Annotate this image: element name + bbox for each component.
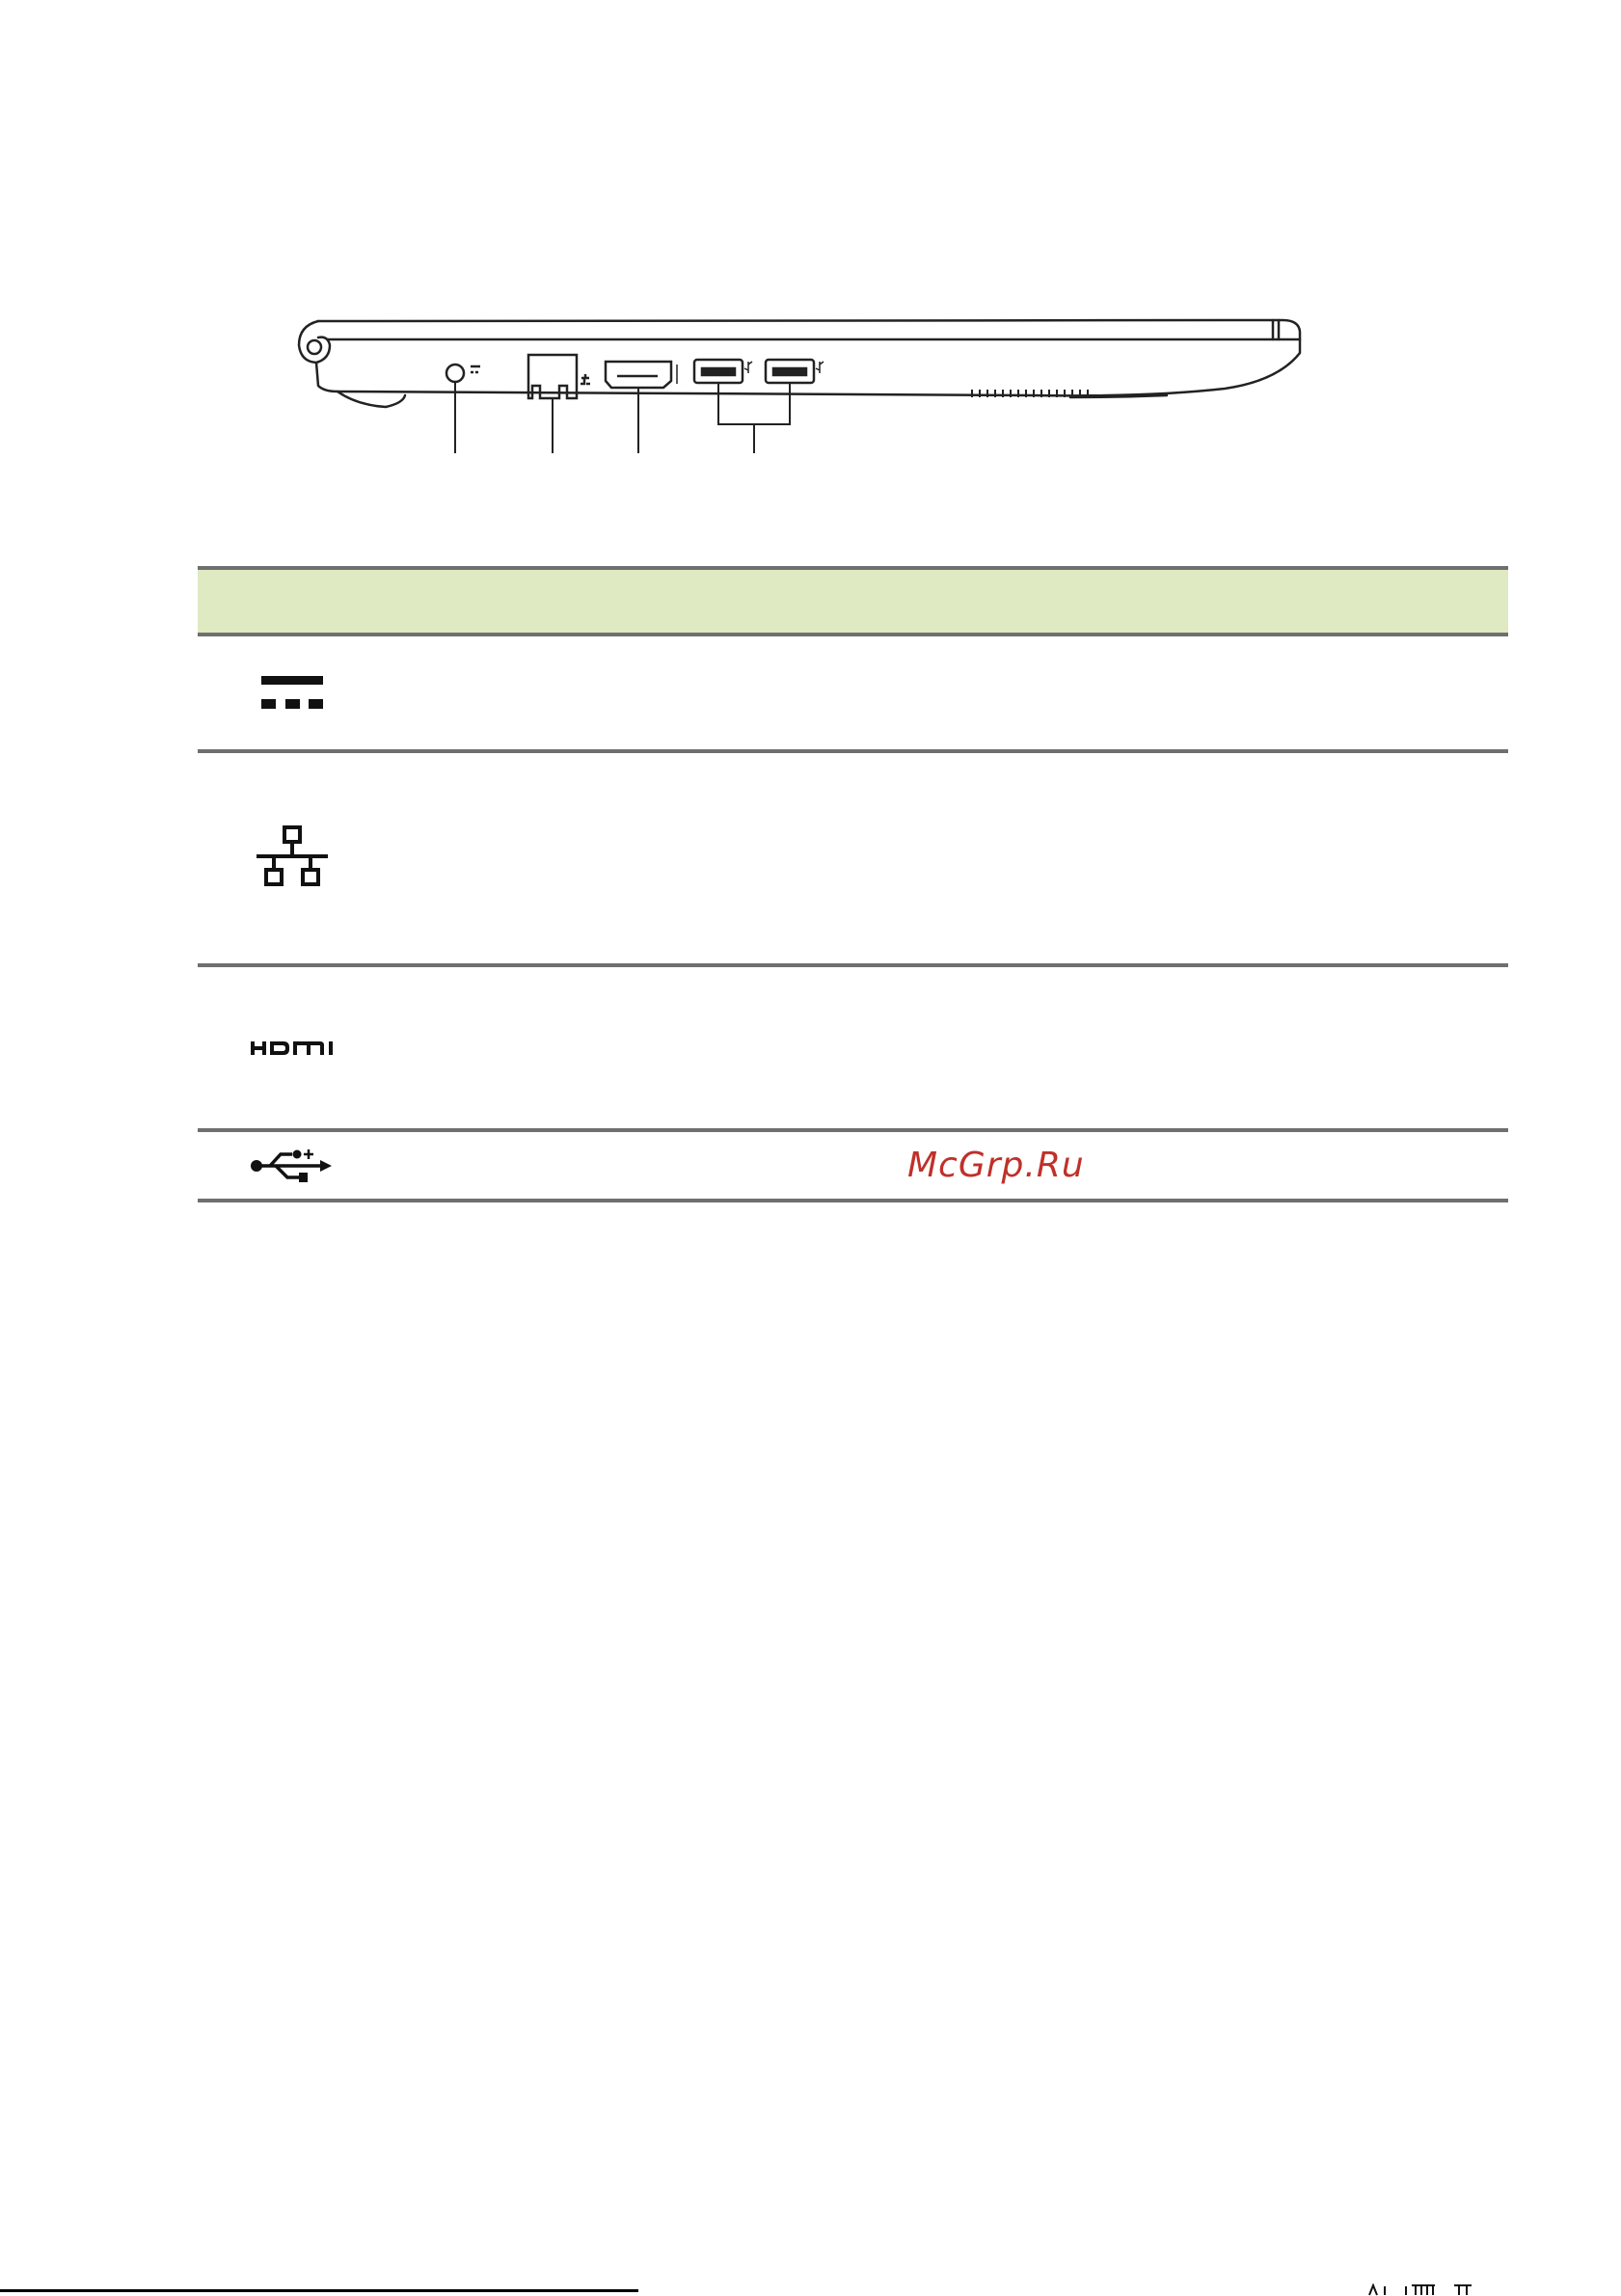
usb-port-2 — [766, 360, 824, 383]
header-description-column — [386, 568, 1508, 635]
dc-in-jack — [446, 365, 480, 382]
hdmi-icon — [249, 1038, 336, 1059]
usb-icon — [249, 1147, 336, 1185]
dc-power-icon — [258, 674, 326, 713]
footer-mark — [1367, 2283, 1473, 2296]
footer-rule — [0, 2289, 638, 2292]
row-description — [386, 965, 1508, 1130]
watermark-text: McGrp.Ru — [907, 1146, 1085, 1185]
usb-port-1 — [694, 360, 752, 383]
laptop-hinge — [299, 321, 330, 363]
row-description — [386, 635, 1508, 751]
ethernet-network-icon — [254, 824, 331, 892]
table-header-row — [198, 568, 1508, 635]
table-row — [198, 965, 1508, 1130]
table-row — [198, 751, 1508, 965]
port-spec-table — [198, 566, 1508, 1202]
header-icon-column — [198, 568, 386, 635]
laptop-lid — [318, 320, 1300, 339]
table-row — [198, 635, 1508, 751]
row-description — [386, 1130, 1508, 1201]
laptop-base — [316, 339, 1300, 395]
table-row — [198, 1130, 1508, 1201]
laptop-left-side-diagram — [280, 289, 1321, 463]
row-description — [386, 751, 1508, 965]
hdmi-port — [606, 362, 677, 388]
